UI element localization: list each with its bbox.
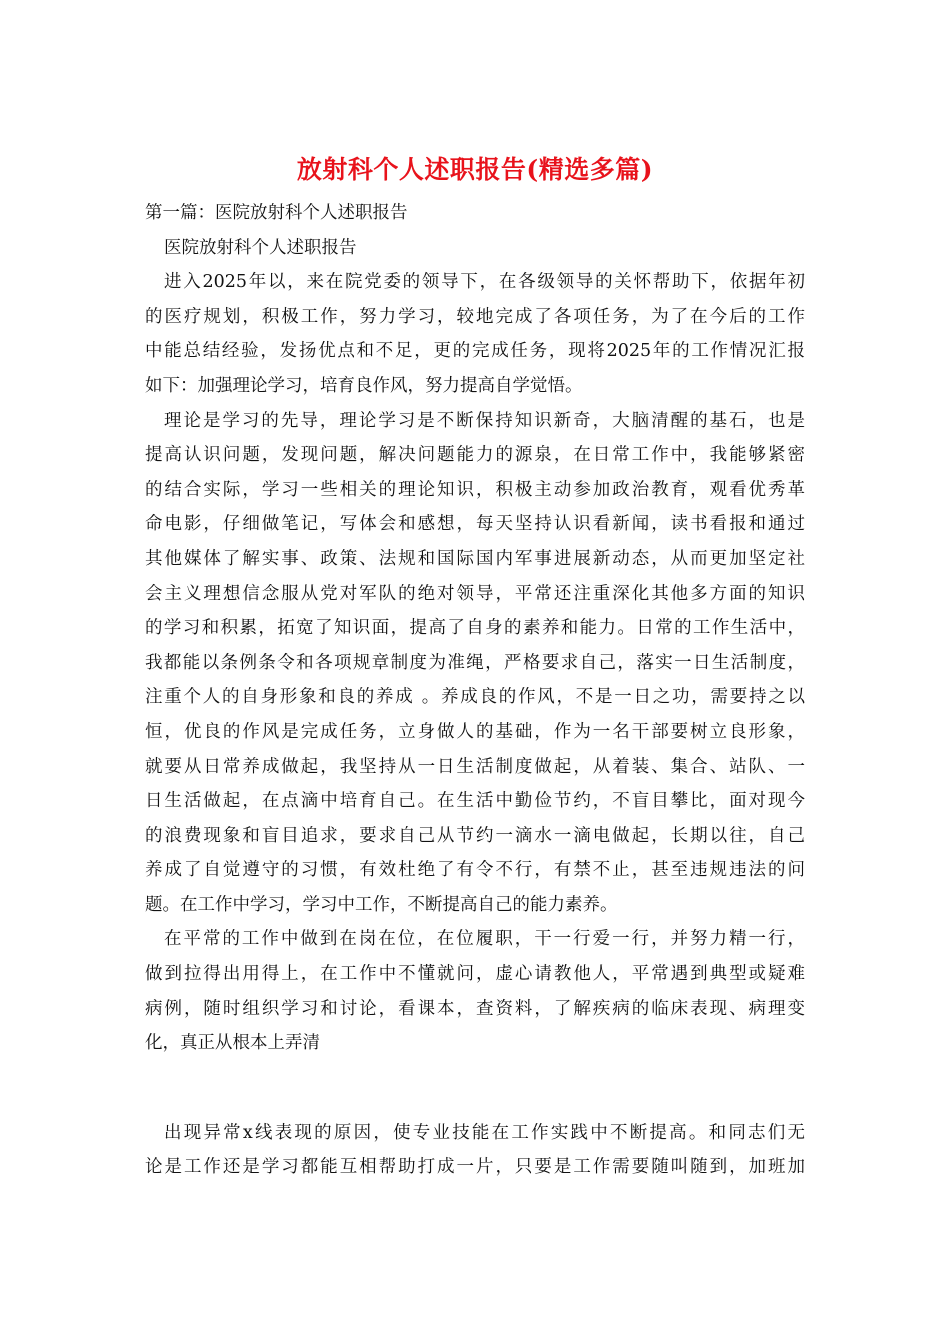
text-line: 就要从日常养成做起，我坚持从一日生活制度做起，从着装、集合、站队、一 (145, 756, 805, 777)
text-line: 养成了自觉遵守的习惯，有效杜绝了有令不行，有禁不止，甚至违规违法的问 (145, 860, 805, 881)
text-line: 理论是学习的先导，理论学习是不断保持知识新奇，大脑清醒的基石，也是 (164, 410, 805, 431)
text-line: 的浪费现象和盲目追求，要求自己从节约一滴水一滴电做起，长期以往，自己 (145, 825, 805, 846)
text-line: 其他媒体了解实事、政策、法规和国际国内军事进展新动态，从而更加坚定社 (145, 548, 805, 569)
text-line: 化，真正从根本上弄清 (145, 1033, 320, 1054)
document-title: 放射科个人述职报告(精选多篇) (296, 155, 654, 184)
text-line: 论是工作还是学习都能互相帮助打成一片，只要是工作需要随叫随到，加班加 (145, 1157, 805, 1178)
text-line: 日生活做起，在点滴中培育自己。在生活中勤俭节约，不盲目攀比，面对现今 (145, 791, 805, 812)
text-line: 中能总结经验，发扬优点和不足，更的完成任务，现将2025年的工作情况汇报 (145, 341, 805, 362)
text-line: 出现异常x线表现的原因，使专业技能在工作实践中不断提高。和同志们无 (164, 1122, 805, 1143)
text-line: 题。在工作中学习，学习中工作，不断提高自己的能力素养。 (145, 894, 618, 915)
text-line: 医院放射科个人述职报告 (164, 237, 357, 258)
text-line: 注重个人的自身形象和良的养成 。养成良的作风，不是一日之功，需要持之以 (145, 687, 805, 708)
text-line: 的结合实际，学习一些相关的理论知识，积极主动参加政治教育，观看优秀革 (145, 479, 805, 500)
text-line: 如下：加强理论学习，培育良作风，努力提高自学觉悟。 (145, 375, 583, 396)
text-line: 的学习和积累，拓宽了知识面，提高了自身的素养和能力。日常的工作生活中， (145, 618, 805, 639)
text-line: 做到拉得出用得上，在工作中不懂就问，虚心请教他人，平常遇到典型或疑难 (145, 964, 805, 985)
text-line: 命电影，仔细做笔记，写体会和感想，每天坚持认识看新闻，读书看报和通过 (145, 514, 805, 535)
paragraph-gap (145, 1061, 805, 1116)
text-line: 会主义理想信念服从党对军队的绝对领导，平常还注重深化其他多方面的知识 (145, 583, 805, 604)
text-line: 病例，随时组织学习和讨论，看课本，查资料，了解疾病的临床表现、病理变 (145, 998, 805, 1019)
text-line: 进入2025年以，来在院党委的领导下，在各级领导的关怀帮助下，依据年初 (164, 272, 805, 293)
document-body (145, 196, 805, 1185)
text-line: 恒，优良的作风是完成任务，立身做人的基础，作为一名干部要树立良形象， (145, 721, 805, 742)
text-line: 第一篇：医院放射科个人述职报告 (145, 203, 408, 223)
text-line: 在平常的工作中做到在岗在位，在位履职，干一行爱一行，并努力精一行， (164, 929, 805, 950)
text-line: 我都能以条例条令和各项规章制度为准绳，严格要求自己，落实一日生活制度， (145, 652, 805, 673)
text-line: 提高认识问题，发现问题，解决问题能力的源泉，在日常工作中，我能够紧密 (145, 445, 805, 466)
text-line: 的医疗规划，积极工作，努力学习，较地完成了各项任务，为了在今后的工作 (145, 306, 805, 327)
